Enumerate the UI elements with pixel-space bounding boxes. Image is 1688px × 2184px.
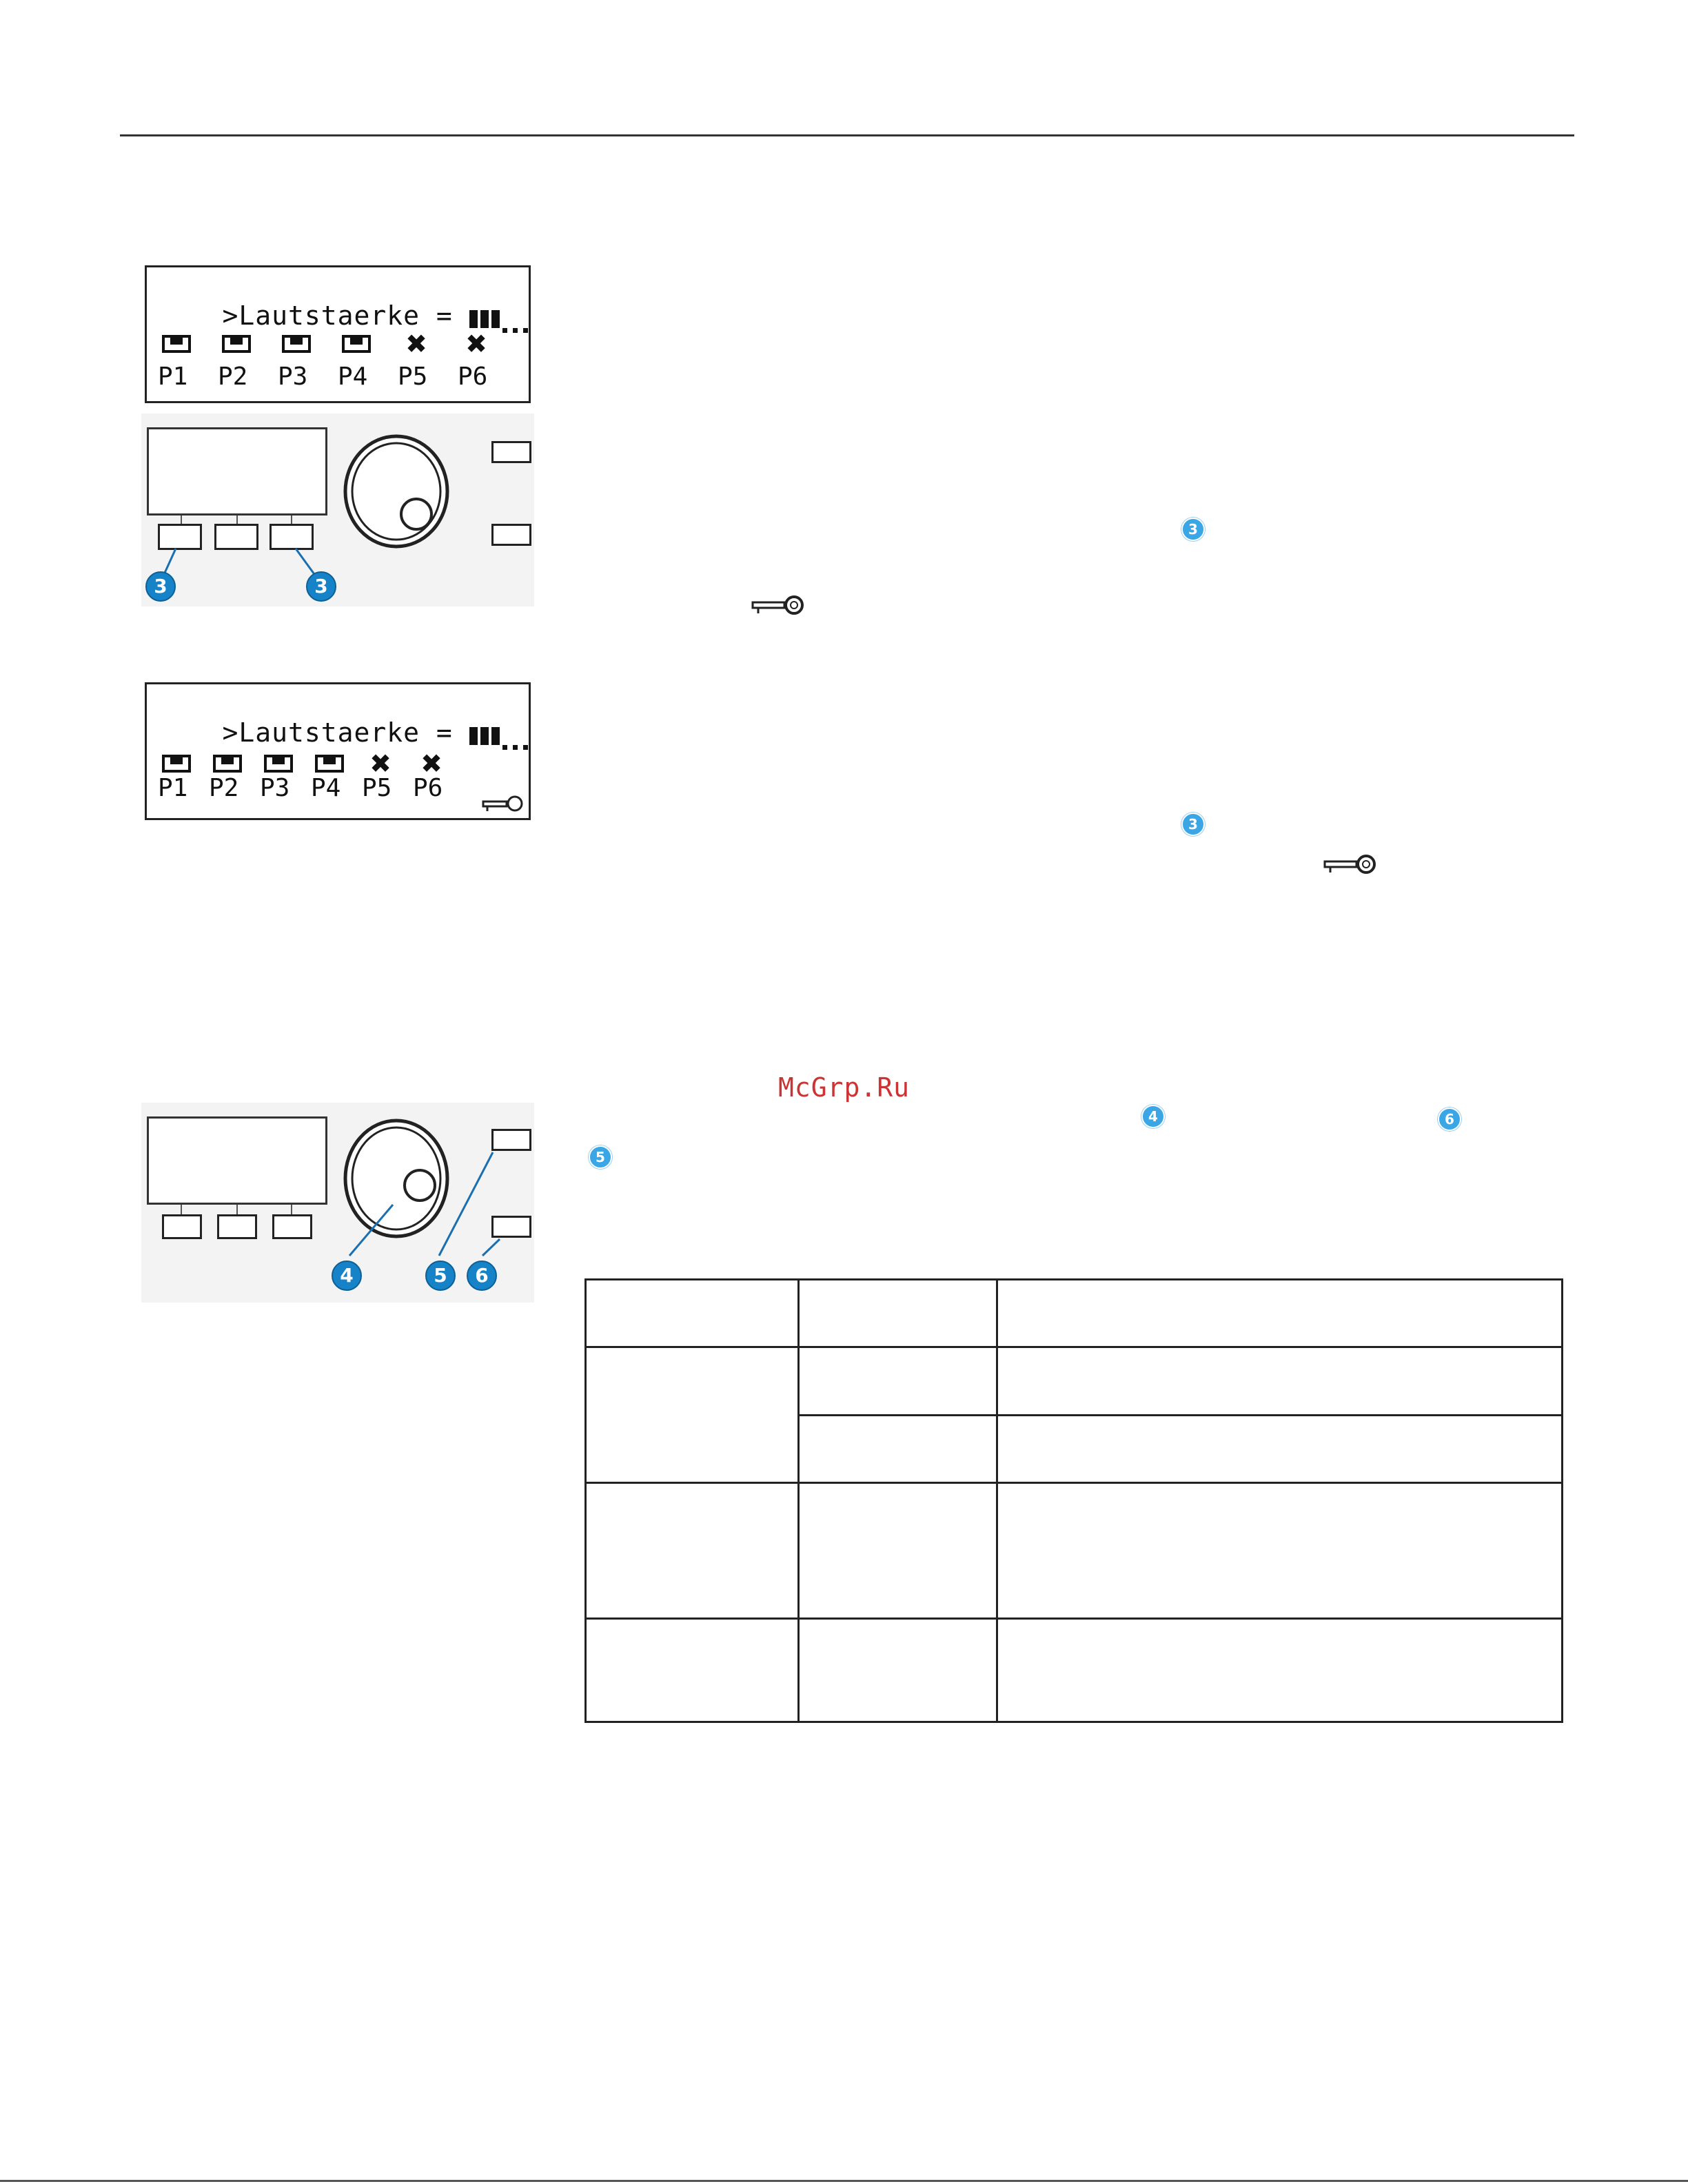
header-rule: [120, 134, 1574, 136]
preset-label-p5: P5: [362, 774, 392, 802]
preset-indicator-p2: [222, 335, 251, 353]
preset-indicator-p4: [342, 335, 371, 353]
preset-label-p6: P6: [458, 363, 488, 391]
preset-indicator-p6: ✖: [420, 748, 443, 779]
device-panel-top: [141, 414, 534, 606]
lcd-display-top: [145, 265, 531, 403]
table-row-divider: [584, 1617, 1563, 1620]
preset-indicator-p5: ✖: [369, 748, 392, 779]
table-col-divider: [797, 1278, 800, 1723]
preset-label-p2: P2: [209, 774, 239, 802]
table-row-divider: [584, 1482, 1563, 1484]
table-row-divider: [584, 1346, 1563, 1348]
key-icon: [751, 593, 811, 619]
preset-label-p4: P4: [338, 363, 368, 391]
preset-indicator-p2: [213, 755, 242, 773]
table-row-divider: [797, 1414, 1563, 1416]
key-icon: [1323, 852, 1383, 878]
inline-callout-3b: 3: [1181, 813, 1205, 836]
inline-callout-4: 4: [1141, 1105, 1165, 1128]
watermark: McGrp.Ru: [778, 1072, 911, 1103]
lcd-display-bottom: [145, 682, 531, 820]
preset-label-p3: P3: [260, 774, 290, 802]
preset-label-p3: P3: [278, 363, 308, 391]
volume-bar: [469, 303, 533, 333]
volume-bar: [469, 720, 533, 750]
callout-6: 6: [467, 1261, 497, 1291]
preset-indicator-p1: [162, 335, 191, 353]
preset-indicator-p3: [282, 335, 311, 353]
footer-rule: [0, 2180, 1688, 2182]
callout-4: 4: [332, 1261, 362, 1291]
preset-indicator-p4: [315, 755, 344, 773]
preset-indicator-p5: ✖: [405, 329, 427, 359]
inline-callout-6: 6: [1438, 1108, 1461, 1131]
lcd-text: >Lautstaerke =: [222, 300, 469, 331]
preset-indicator-p6: ✖: [465, 329, 487, 359]
preset-label-p5: P5: [398, 363, 428, 391]
preset-indicator-p1: [162, 755, 191, 773]
table-col-divider: [996, 1278, 998, 1723]
callout-leaders: [141, 414, 534, 606]
inline-callout-3: 3: [1181, 518, 1205, 541]
preset-label-p1: P1: [158, 363, 188, 391]
callout-5: 5: [425, 1261, 456, 1291]
key-icon: [482, 793, 527, 815]
callout-3-left: 3: [145, 571, 176, 602]
settings-table: [584, 1278, 1563, 1723]
lcd-text: >Lautstaerke =: [222, 717, 469, 748]
callout-3-right: 3: [306, 571, 336, 602]
preset-label-p1: P1: [158, 774, 188, 802]
inline-callout-5: 5: [589, 1145, 612, 1169]
preset-label-p6: P6: [413, 774, 443, 802]
preset-label-p2: P2: [218, 363, 248, 391]
preset-indicator-p3: [264, 755, 293, 773]
preset-label-p4: P4: [311, 774, 341, 802]
